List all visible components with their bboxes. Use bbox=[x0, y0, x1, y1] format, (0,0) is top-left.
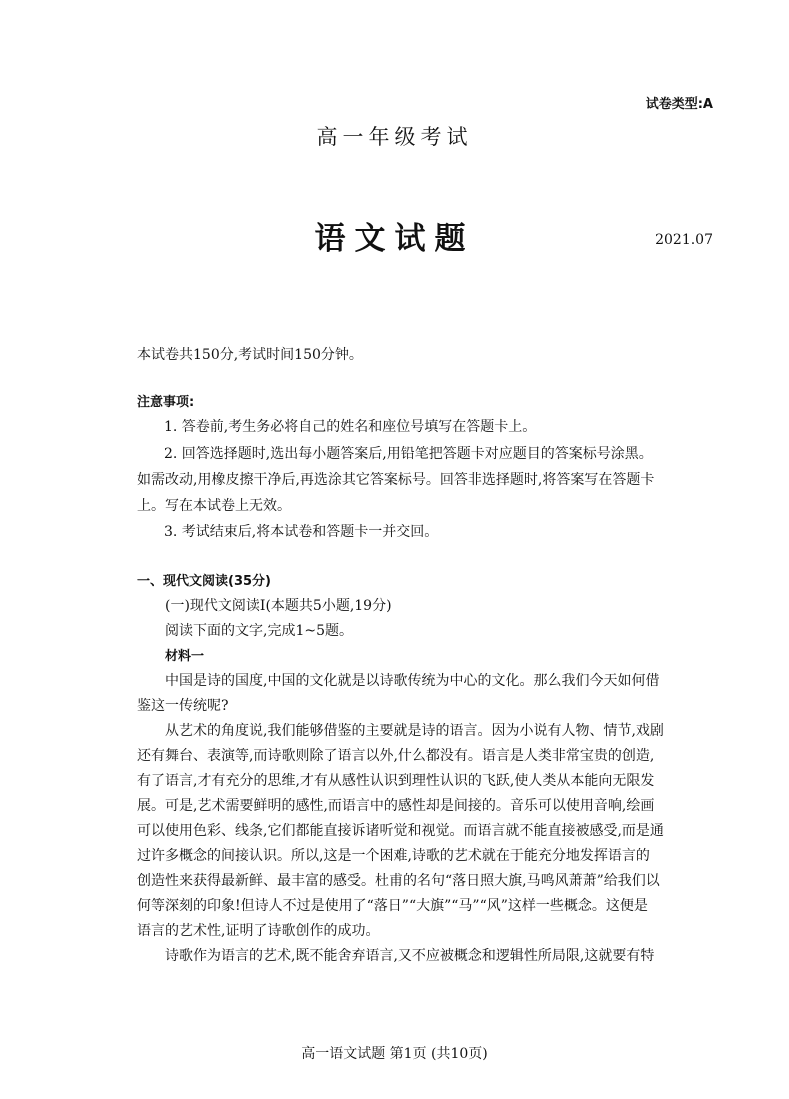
note-line: 上。写在本试卷上无效。 bbox=[137, 498, 291, 514]
passage-line: 有了语言,才有充分的思维,才有从感性认识到理性认识的飞跃,使人类从本能向无限发 bbox=[137, 773, 655, 789]
instruction-line: 阅读下面的文字,完成1~5题。 bbox=[165, 623, 353, 639]
note-line: 1. 答卷前,考生务必将自己的姓名和座位号填写在答题卡上。 bbox=[164, 419, 537, 435]
note-line: 如需改动,用橡皮擦干净后,再选涂其它答案标号。回答非选择题时,将答案写在答题卡 bbox=[137, 472, 655, 488]
passage-line: 鉴这一传统呢? bbox=[137, 698, 229, 714]
passage-line: 创造性来获得最新鲜、最丰富的感受。杜甫的名句“落日照大旗,马鸣风萧萧”给我们以 bbox=[137, 873, 660, 889]
sub-section-heading: (一)现代文阅读Ⅰ(本题共5小题,19分) bbox=[165, 598, 392, 614]
passage-line: 语言的艺术性,证明了诗歌创作的成功。 bbox=[137, 923, 380, 939]
note-line: 2. 回答选择题时,选出每小题答案后,用铅笔把答题卡对应题目的答案标号涂黑。 bbox=[164, 446, 653, 462]
passage-line: 过许多概念的间接认识。所以,这是一个困难,诗歌的艺术就在于能充分地发挥语言的 bbox=[137, 848, 650, 864]
note-line: 3. 考试结束后,将本试卷和答题卡一并交回。 bbox=[164, 524, 439, 540]
exam-date: 2021.07 bbox=[655, 232, 713, 248]
notes-heading: 注意事项: bbox=[137, 395, 195, 410]
page-footer: 高一语文试题 第1页 (共10页) bbox=[301, 1046, 488, 1062]
section-heading: 一、现代文阅读(35分) bbox=[137, 574, 271, 589]
grade-title: 高一年级考试 bbox=[316, 125, 473, 149]
reading-passage bbox=[137, 594, 717, 969]
paper-type-label: 试卷类型:A bbox=[645, 97, 713, 112]
material-label: 材料一 bbox=[165, 649, 205, 664]
passage-line: 何等深刻的印象!但诗人不过是使用了“落日”“大旗”“马”“风”这样一些概念。这便是 bbox=[137, 898, 648, 914]
page-title: 语文试题 bbox=[314, 221, 475, 257]
exam-intro: 本试卷共150分,考试时间150分钟。 bbox=[137, 347, 363, 363]
passage-line: 展。可是,艺术需要鲜明的感性,而语言中的感性却是间接的。音乐可以使用音响,绘画 bbox=[137, 798, 655, 814]
passage-line: 从艺术的角度说,我们能够借鉴的主要就是诗的语言。因为小说有人物、情节,戏剧 bbox=[165, 723, 664, 739]
passage-line: 还有舞台、表演等,而诗歌则除了语言以外,什么都没有。语言是人类非常宝贵的创造, bbox=[137, 748, 655, 764]
passage-line: 诗歌作为语言的艺术,既不能舍弃语言,又不应被概念和逻辑性所局限,这就要有特 bbox=[165, 948, 655, 964]
passage-line: 中国是诗的国度,中国的文化就是以诗歌传统为中心的文化。那么我们今天如何借 bbox=[165, 673, 660, 689]
passage-line: 可以使用色彩、线条,它们都能直接诉诸听觉和视觉。而语言就不能直接被感受,而是通 bbox=[137, 823, 664, 839]
